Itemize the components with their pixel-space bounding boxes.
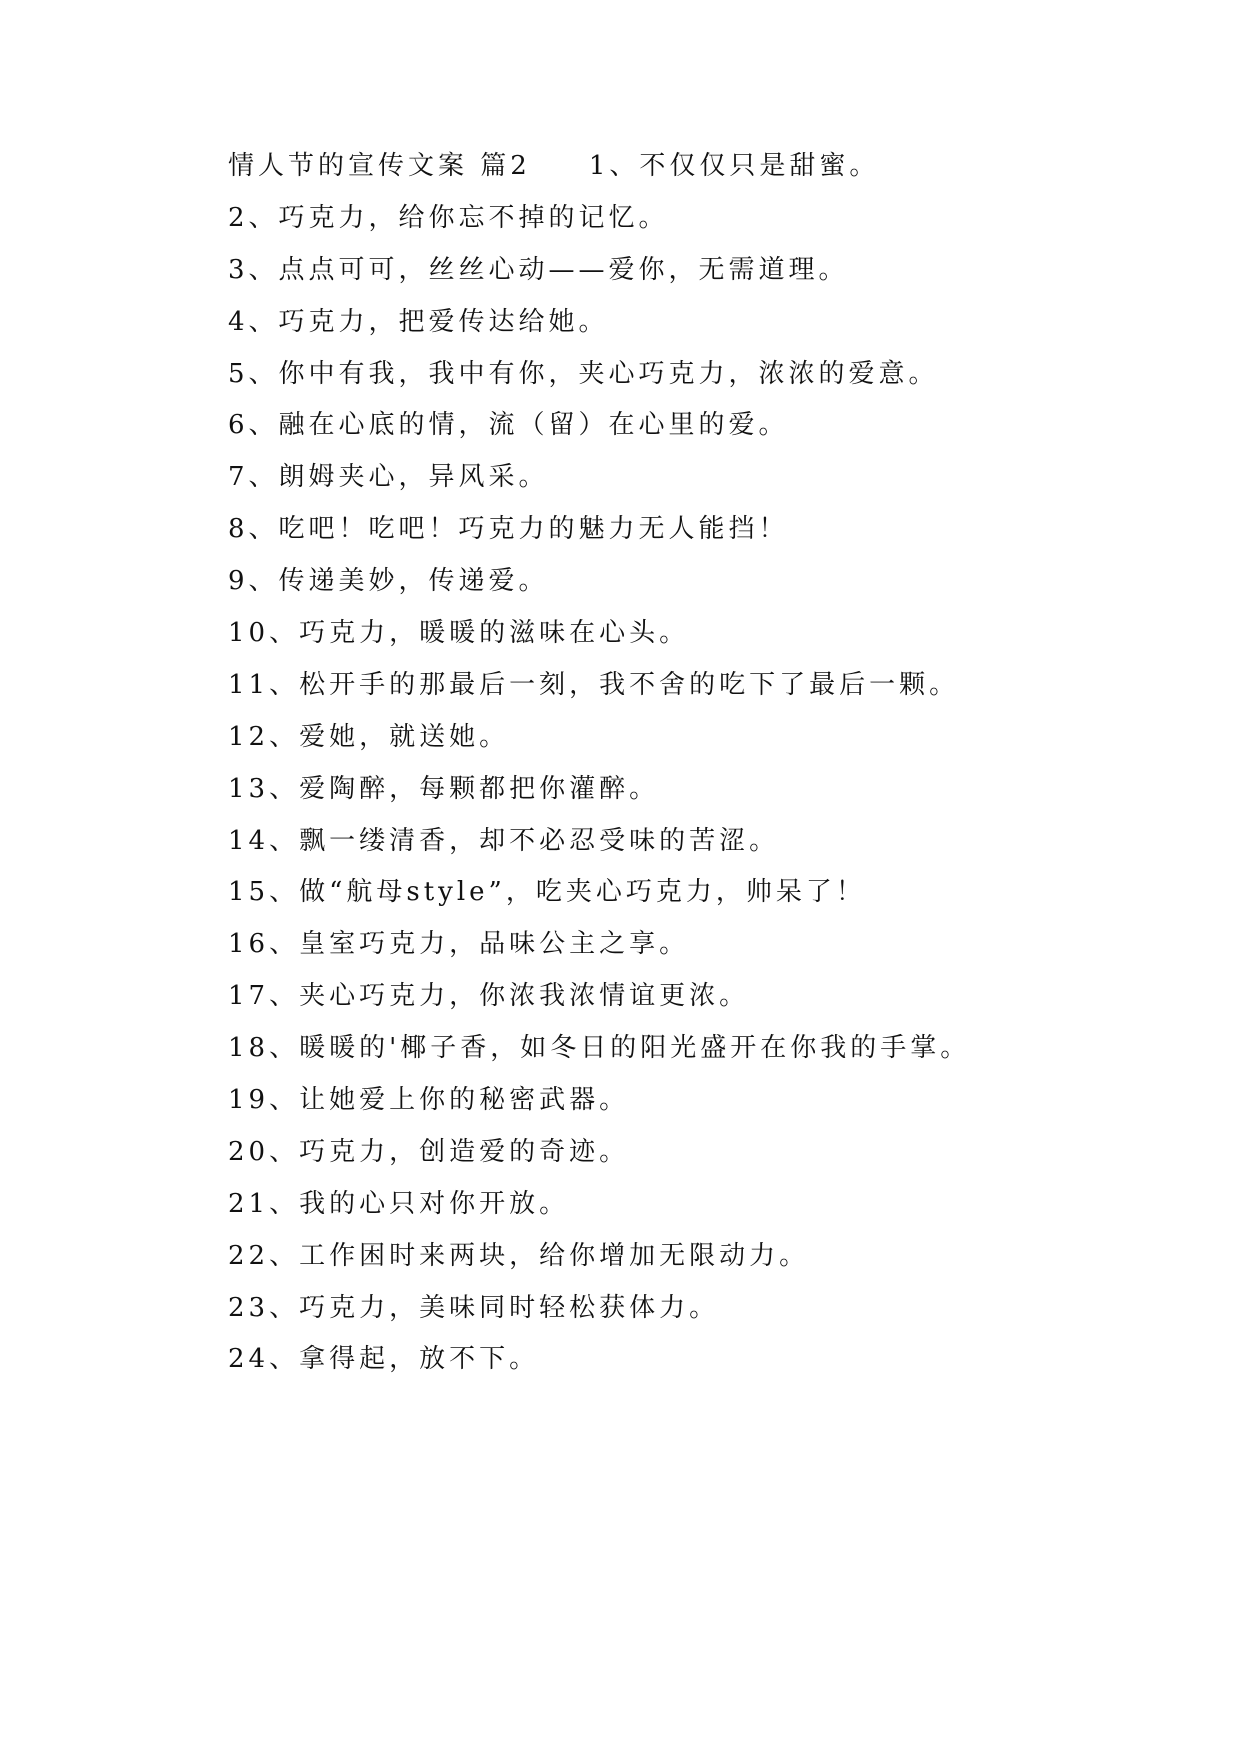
list-item-12: 12、爱她，就送她。	[228, 721, 510, 752]
list-item-10: 10、巧克力，暖暖的滋味在心头。	[228, 618, 690, 649]
list-item-23: 23、巧克力，美味同时轻松获体力。	[228, 1292, 720, 1323]
title-line	[228, 143, 1088, 195]
list-item-24: 24、拿得起，放不下。	[228, 1344, 540, 1375]
list-item-16: 16、皇室巧克力，品味公主之享。	[228, 929, 690, 960]
list-item-9: 9、传递美妙，传递爱。	[228, 566, 549, 597]
list-item-4: 4、巧克力，把爱传达给她。	[228, 306, 609, 337]
list-item-18: 18、暖暖的'椰子香，如冬日的阳光盛开在你我的手掌。	[228, 1033, 971, 1064]
list-item-17: 17、夹心巧克力，你浓我浓情谊更浓。	[228, 981, 750, 1012]
list-item-14: 14、飘一缕清香，却不必忍受味的苦涩。	[228, 825, 780, 856]
list-item-13: 13、爱陶醉，每颗都把你灌醉。	[228, 773, 660, 804]
list-item-7: 7、朗姆夹心，异风采。	[228, 462, 549, 493]
list-item-11: 11、松开手的那最后一刻，我不舍的吃下了最后一颗。	[228, 669, 960, 700]
list-item-20: 20、巧克力，创造爱的奇迹。	[228, 1136, 630, 1167]
document-title: 情人节的宣传文案 篇2	[228, 151, 531, 181]
list-item-3: 3、点点可可，丝丝心动——爱你，无需道理。	[228, 254, 849, 285]
list-item-19: 19、让她爱上你的秘密武器。	[228, 1085, 630, 1116]
list-item-21: 21、我的心只对你开放。	[228, 1188, 570, 1219]
list-item-5: 5、你中有我，我中有你，夹心巧克力，浓浓的爱意。	[228, 358, 939, 389]
list-item-1: 1、不仅仅只是甜蜜。	[588, 151, 880, 181]
list-item-22: 22、工作困时来两块，给你增加无限动力。	[228, 1240, 810, 1271]
list-item-2: 2、巧克力，给你忘不掉的记忆。	[228, 202, 669, 233]
list-item-8: 8、吃吧！吃吧！巧克力的魅力无人能挡！	[228, 514, 789, 545]
list-item-6: 6、融在心底的情，流（留）在心里的爱。	[228, 410, 789, 441]
list-item-15: 15、做“航母style”，吃夹心巧克力，帅呆了！	[228, 877, 866, 908]
document-body	[228, 143, 1088, 1388]
